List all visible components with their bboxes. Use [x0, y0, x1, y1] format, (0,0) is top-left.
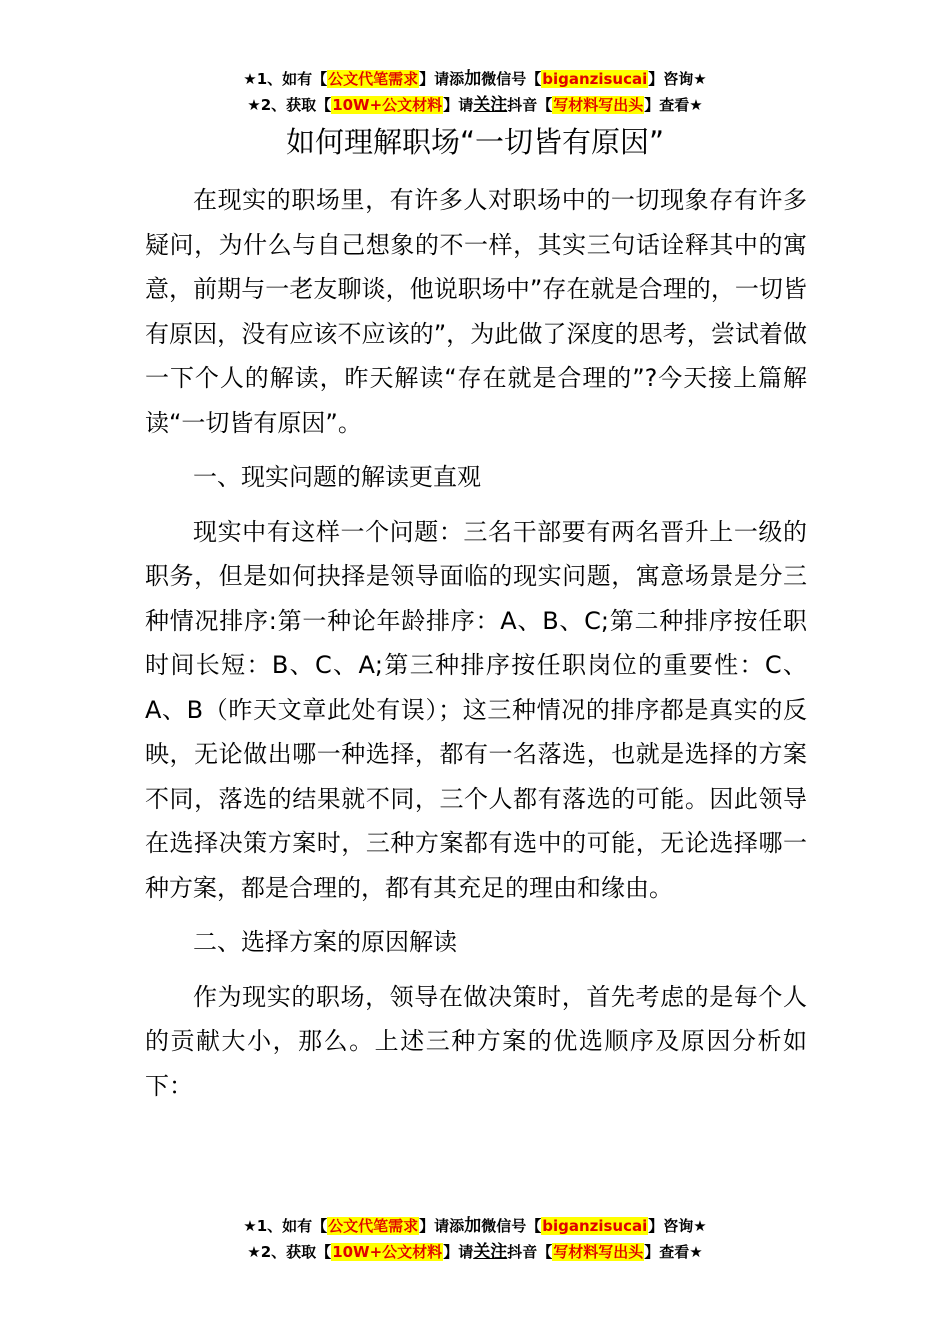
promo-text: 加: [464, 1216, 482, 1236]
promo-text: 】请添: [419, 70, 465, 88]
promo-text: 抖音【: [507, 96, 553, 114]
promo-text: 关注: [473, 1242, 508, 1262]
promo-highlight: 10W+公文材料: [332, 1243, 443, 1261]
promo-line-2: [0, 1239, 950, 1265]
promo-text: ★1、如有【: [243, 1217, 328, 1235]
promo-highlight: 公文代笔需求: [328, 1217, 419, 1235]
document-title: 如何理解职场“一切皆有原因”: [285, 125, 665, 159]
promo-highlight: 写材料写出头: [553, 1243, 644, 1261]
document-body: [145, 178, 807, 1108]
promo-highlight: biganzisucai: [542, 70, 648, 88]
promo-text: ★2、获取【: [247, 1243, 332, 1261]
promo-text: 关注: [473, 95, 508, 115]
promo-highlight: 公文代笔需求: [328, 70, 419, 88]
promo-highlight: biganzisucai: [542, 1217, 648, 1235]
promo-text: ★2、获取【: [247, 96, 332, 114]
paragraph-analysis: 作为现实的职场，领导在做决策时，首先考虑的是每个人的贡献大小，那么。上述三种方案的优选顺序及原因分析如下：: [145, 982, 807, 1100]
promo-line-1: [0, 1213, 950, 1239]
promo-text: 微信号【: [481, 1217, 542, 1235]
promo-text: 】请: [443, 96, 474, 114]
promo-text: 】请: [443, 1243, 474, 1261]
promo-highlight: 10W+公文材料: [332, 96, 443, 114]
promo-highlight: 写材料写出头: [553, 96, 644, 114]
section-heading-2: 二、选择方案的原因解读: [193, 928, 457, 956]
promo-text: 】咨询★: [648, 70, 707, 88]
promo-line-1: [0, 66, 950, 92]
paragraph-intro: 在现实的职场里，有许多人对职场中的一切现象存有许多疑问，为什么与自己想象的不一样，其实三句话诠释其中的寓意，前期与一老友聊谈，他说职场中”存在就是合理的，一切皆有原因，没有应该不应该的”，为此做了深度的思考，尝试着做一下个人的解读，昨天解读“存在就是合理的”?今天接上篇解读“一切皆有原因”。: [145, 186, 807, 437]
promo-text: 】咨询★: [648, 1217, 707, 1235]
promo-text: 微信号【: [481, 70, 542, 88]
promo-text: 】查看★: [644, 96, 703, 114]
section-heading-1: 一、现实问题的解读更直观: [193, 463, 481, 491]
paragraph-problem: 现实中有这样一个问题：三名干部要有两名晋升上一级的职务，但是如何抉择是领导面临的现实问题，寓意场景是分三种情况排序:第一种论年龄排序：A、B、C;第二种排序按任职时间长短：B、C、A;第三种排序按任职岗位的重要性：C、A、B（昨天文章此处有误）；这三种情况的排序都是真实的反映，无论做出哪一种选择，都有一名落选，也就是选择的方案不同，落选的结果就不同，三个人都有落选的可能。因此领导在选择决策方案时，三种方案都有选中的可能，无论选择哪一种方案，都是合理的，都有其充足的理由和缘由。: [145, 517, 807, 902]
promo-banner-top: [0, 66, 950, 118]
promo-text: ★1、如有【: [243, 70, 328, 88]
promo-banner-bottom: [0, 1213, 950, 1265]
promo-text: 抖音【: [507, 1243, 553, 1261]
promo-text: 加: [464, 69, 482, 89]
promo-line-2: [0, 92, 950, 118]
promo-text: 】请添: [419, 1217, 465, 1235]
promo-text: 】查看★: [644, 1243, 703, 1261]
